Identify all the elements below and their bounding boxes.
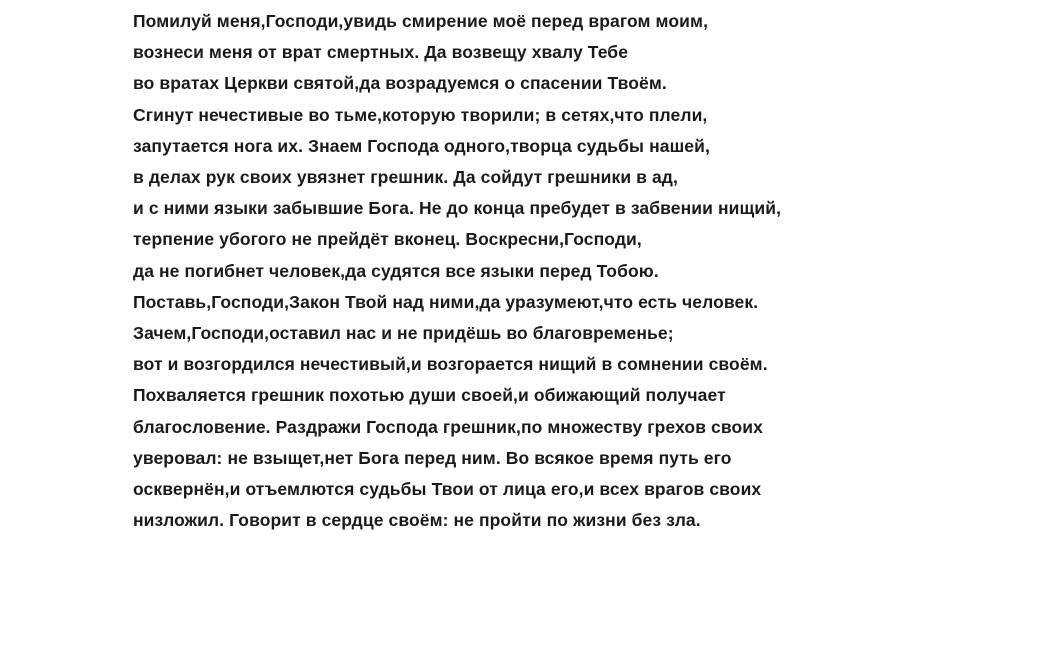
text-line: осквернён,и отъемлются судьбы Твои от лица его,и всех врагов своих — [133, 479, 762, 500]
text-line: уверовал: не взыщет,нет Бога перед ним. Во всякое время путь его — [133, 447, 732, 468]
text-line: Помилуй меня,Господи,увидь смирение моё перед врагом моим, — [133, 11, 709, 31]
text-line: терпение убогого не прейдёт вконец. Воскресни,Господи, — [133, 229, 642, 250]
text-line: Похваляется грешник похотью души своей,и обижающий получает — [133, 385, 726, 406]
prayer-text-block — [133, 6, 1013, 536]
text-line: благословение. Раздражи Господа грешник,по множеству грехов своих — [133, 416, 763, 437]
text-line: да не погибнет человек,да судятся все языки перед Тобою. — [133, 260, 659, 281]
text-line: Поставь,Господи,Закон Твой над ними,да уразумеют,что есть человек. — [133, 291, 759, 312]
text-line: Зачем,Господи,оставил нас и не придёшь во благовременье; — [133, 323, 674, 344]
text-line: низложил. Говорит в сердце своём: не пройти по жизни без зла. — [133, 510, 701, 531]
text-line: запутается нога их. Знаем Господа одного,творца судьбы нашей, — [133, 135, 710, 156]
text-line: в делах рук своих увязнет грешник. Да сойдут грешники в ад, — [133, 167, 678, 188]
text-line: Сгинут нечестивые во тьме,которую творили; в сетях,что плели, — [133, 104, 708, 125]
text-line: и с ними языки забывшие Бога. Не до конца пребудет в забвении нищий, — [133, 198, 782, 219]
text-line: во вратах Церкви святой,да возрадуемся о спасении Твоём. — [133, 73, 667, 94]
text-line: вознеси меня от врат смертных. Да возвещу хвалу Тебе — [133, 42, 629, 63]
text-line: вот и возгордился нечестивый,и возгорается нищий в сомнении своём. — [133, 354, 768, 375]
